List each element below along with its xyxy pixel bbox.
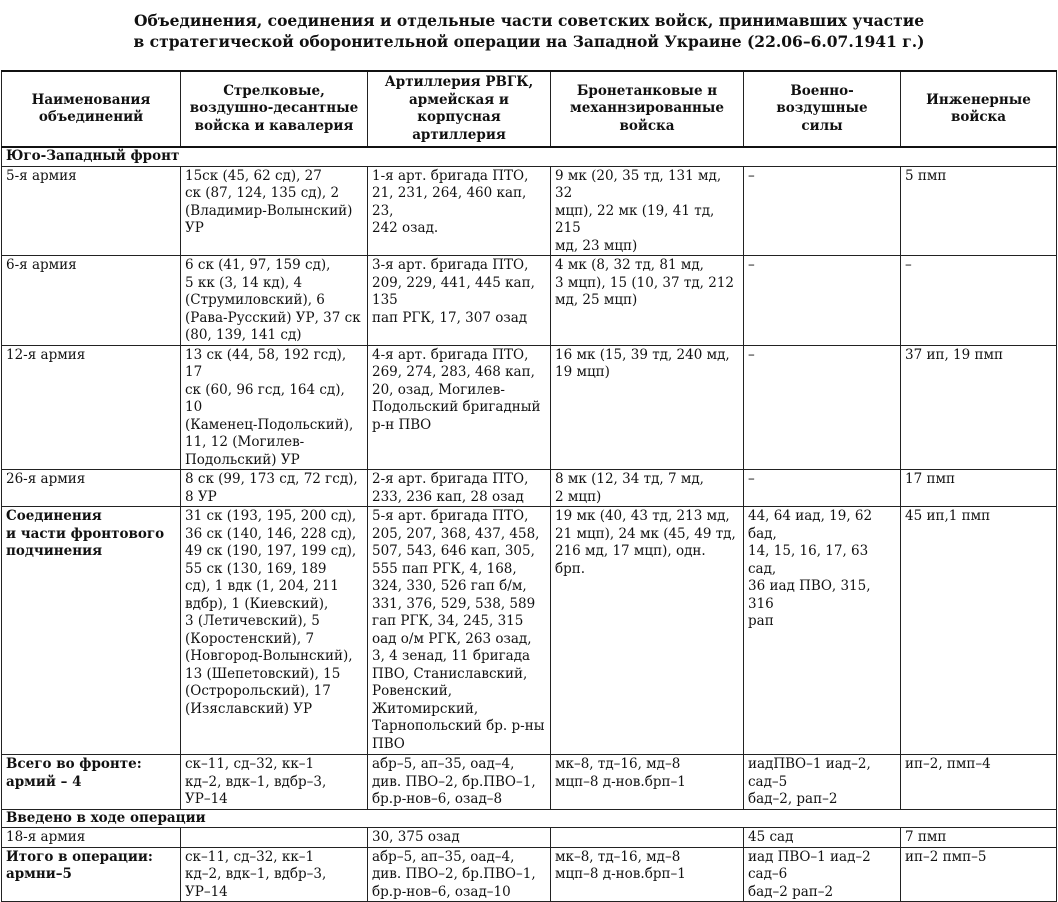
cell-rifle: 31 ск (193, 195, 200 сд), 36 ск (140, 146, 228 сд), 49 ск (190, 197, 199 сд), 55 ск (130, 169, 189 сд), 1 вдк (1, 204, 211 вдбр), 1 (Киевский), 3 (Летичевский), 5 (Коростенский), 7 (Новгород-Волынский), 13 (Шепетовский), 15 (Остророльский), 17 (Изяславский) УР	[181, 507, 368, 755]
cell-armor: 16 мк (15, 39 тд, 240 мд, 19 мцп)	[551, 345, 744, 470]
cell-engineers: 5 пмп	[901, 166, 1057, 256]
section-row	[2, 147, 1057, 166]
section-title: Введено в ходе операции	[2, 809, 1057, 828]
header-rifle: Стрелковые, воздушно-десантные войска и кавалерия	[181, 71, 368, 147]
cell-engineers: 37 ип, 19 пмп	[901, 345, 1057, 470]
cell-engineers: 45 ип,1 пмп	[901, 507, 1057, 755]
cell-artillery: абр–5, ап–35, оад–4, див. ПВО–2, бр.ПВО–1, бр.р-нов–6, озад–8	[368, 755, 551, 810]
table-row	[2, 166, 1057, 256]
total-front-row	[2, 755, 1057, 810]
table-row	[2, 345, 1057, 470]
cell-armor: 8 мк (12, 34 тд, 7 мд, 2 мцп)	[551, 470, 744, 507]
title-line-1: Объединения, соединения и отдельные части советских войск, принимавших участие	[133, 11, 925, 30]
cell-engineers: ип–2, пмп–4	[901, 755, 1057, 810]
cell-air: 45 сад	[744, 828, 901, 848]
cell-rifle: ск–11, сд–32, кк–1 кд–2, вдк–1, вдбр–3, УР–14	[181, 847, 368, 902]
table-row	[2, 507, 1057, 755]
section-title: Юго-Западный фронт	[2, 147, 1057, 166]
cell-air: –	[744, 256, 901, 346]
cell-rifle: 13 ск (44, 58, 192 гсд), 17 ск (60, 96 гсд, 164 сд), 10 (Каменец-Подольский), 11, 12 (Могилев- Подольский) УР	[181, 345, 368, 470]
cell-artillery: 4-я арт. бригада ПТО, 269, 274, 283, 468 кап, 20, озад, Могилев- Подольский бригадный р-н ПВО	[368, 345, 551, 470]
cell-artillery: абр–5, ап–35, оад–4, див. ПВО–2, бр.ПВО–1, бр.р-нов–6, озад–10	[368, 847, 551, 902]
cell-name: 26-я армия	[2, 470, 181, 507]
section-row	[2, 809, 1057, 828]
cell-armor: 4 мк (8, 32 тд, 81 мд, 3 мцп), 15 (10, 37 тд, 212 мд, 25 мцп)	[551, 256, 744, 346]
cell-armor: 9 мк (20, 35 тд, 131 мд, 32 мцп), 22 мк (19, 41 тд, 215 мд, 23 мцп)	[551, 166, 744, 256]
cell-armor	[551, 828, 744, 848]
cell-artillery: 2-я арт. бригада ПТО, 233, 236 кап, 28 озад	[368, 470, 551, 507]
header-formations: Наименования объединений	[2, 71, 181, 147]
header-artillery: Артиллерия РВГК, армейская и корпусная артиллерия	[368, 71, 551, 147]
cell-engineers: 7 пмп	[901, 828, 1057, 848]
cell-name: 5-я армия	[2, 166, 181, 256]
total-operation-row	[2, 847, 1057, 902]
cell-name: 12-я армия	[2, 345, 181, 470]
cell-air: –	[744, 470, 901, 507]
cell-artillery: 3-я арт. бригада ПТО, 209, 229, 441, 445 кап, 135 пап РГК, 17, 307 озад	[368, 256, 551, 346]
header-row	[2, 71, 1057, 147]
cell-name: 18-я армия	[2, 828, 181, 848]
cell-name: Итого в операции: армни–5	[2, 847, 181, 902]
cell-name: Соединения и части фронтового подчинения	[2, 507, 181, 755]
header-air: Военно-воздушные силы	[744, 71, 901, 147]
cell-artillery: 1-я арт. бригада ПТО, 21, 231, 264, 460 кап, 23, 242 озад.	[368, 166, 551, 256]
header-engineers: Инженерные войска	[901, 71, 1057, 147]
cell-name: Всего во фронте: армий – 4	[2, 755, 181, 810]
forces-table	[1, 70, 1057, 902]
cell-engineers: ип–2 пмп–5	[901, 847, 1057, 902]
cell-artillery: 5-я арт. бригада ПТО, 205, 207, 368, 437, 458, 507, 543, 646 кап, 305, 555 пап РГК, 4, 168, 324, 330, 526 гап б/м, 331, 376, 529, 538, 589 гап РГК, 34, 245, 315 оад о/м РГК, 263 озад, 3, 4 зенад, 11 бригада ПВО, Станиславский, Ровенский, Житомирский, Тарнопольский бр. р-ны ПВО	[368, 507, 551, 755]
table-row	[2, 470, 1057, 507]
cell-artillery: 30, 375 озад	[368, 828, 551, 848]
table-row	[2, 256, 1057, 346]
table-row	[2, 828, 1057, 848]
cell-armor: 19 мк (40, 43 тд, 213 мд, 21 мцп), 24 мк (45, 49 тд, 216 мд, 17 мцп), одн. брп.	[551, 507, 744, 755]
title-line-2: в стратегической оборонительной операции на Западной Украине (22.06–6.07.1941 г.)	[133, 32, 925, 51]
cell-rifle: 15ск (45, 62 сд), 27 ск (87, 124, 135 сд), 2 (Владимир-Волынский) УР	[181, 166, 368, 256]
cell-engineers: 17 пмп	[901, 470, 1057, 507]
cell-engineers: –	[901, 256, 1057, 346]
cell-name: 6-я армия	[2, 256, 181, 346]
cell-armor: мк–8, тд–16, мд–8 мцп–8 д-нов.брп–1	[551, 847, 744, 902]
cell-rifle: ск–11, сд–32, кк–1 кд–2, вдк–1, вдбр–3, УР–14	[181, 755, 368, 810]
cell-rifle	[181, 828, 368, 848]
cell-armor: мк–8, тд–16, мд–8 мцп–8 д-нов.брп–1	[551, 755, 744, 810]
cell-rifle: 6 ск (41, 97, 159 сд), 5 кк (3, 14 кд), 4 (Струмиловский), 6 (Рава-Русский) УР, 37 ск (80, 139, 141 сд)	[181, 256, 368, 346]
cell-air: 44, 64 иад, 19, 62 бад, 14, 15, 16, 17, 63 сад, 36 иад ПВО, 315, 316 рап	[744, 507, 901, 755]
header-armor: Бронетанковые н механнзированные войска	[551, 71, 744, 147]
cell-air: –	[744, 166, 901, 256]
cell-rifle: 8 ск (99, 173 сд, 72 гсд), 8 УР	[181, 470, 368, 507]
cell-air: иад ПВО–1 иад–2 сад–6 бад–2 рап–2	[744, 847, 901, 902]
cell-air: –	[744, 345, 901, 470]
cell-air: иадПВО–1 иад–2, сад–5 бад–2, рап–2	[744, 755, 901, 810]
document-title	[0, 10, 1058, 52]
